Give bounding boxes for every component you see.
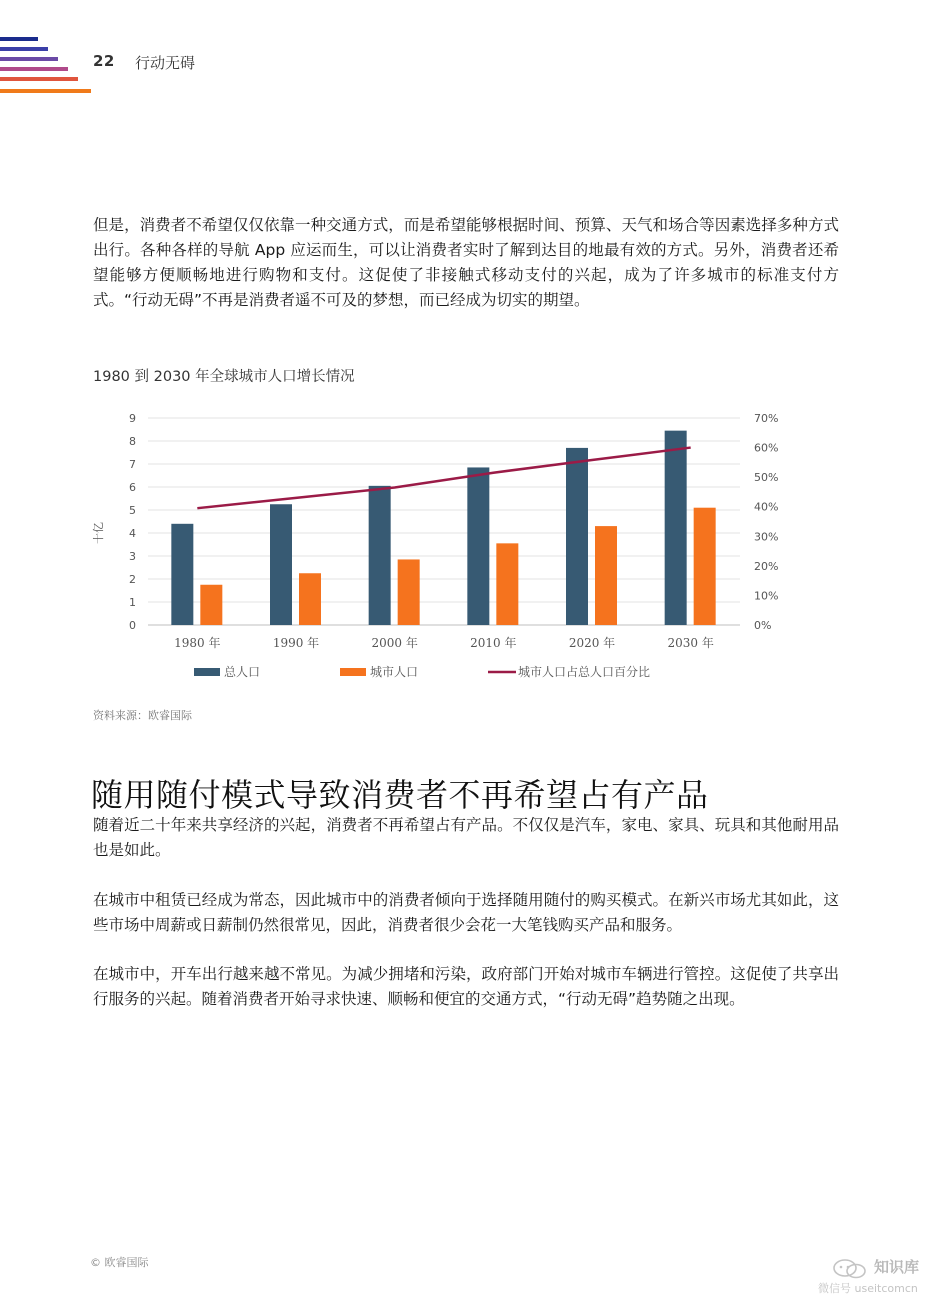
x-tick-label: 1990 年 [272,636,320,650]
y-tick-label: 4 [129,527,136,540]
y2-tick-label: 60% [754,441,779,455]
stripe-2 [0,47,48,51]
y-tick-label: 9 [129,412,136,425]
total-population-bar [369,486,391,625]
chart-source: 资料来源：欧睿国际 [93,709,192,722]
y-tick-label: 3 [129,550,136,563]
y-tick-label: 5 [129,504,136,517]
legend-swatch [194,668,220,676]
running-title: 行动无碍 [135,54,196,72]
footer-copyright: © 欧睿国际 [90,1256,149,1269]
legend-label: 城市人口 [370,665,419,679]
y2-tick-label: 70% [754,412,779,425]
header-stripes-logo [0,0,100,100]
y-tick-label: 0 [129,619,136,632]
total-population-bar [467,467,489,625]
x-tick-label: 2010 年 [470,636,517,650]
chart-title: 1980 到 2030 年全球城市人口增长情况 [93,369,355,385]
x-tick-label: 2030 年 [667,636,714,650]
section-heading: 随用随付模式导致消费者不再希望占有产品 [91,776,709,814]
stripe-3 [0,57,58,61]
total-population-bar [665,431,687,625]
population-chart [90,398,790,698]
urban-population-bar [200,585,222,625]
chart-legend [194,664,650,679]
urban-population-bar [694,508,716,625]
section-paragraph-3: 在城市中，开车出行越来越不常见。为减少拥堵和污染，政府部门开始对城市车辆进行管控。这促使了共享出行服务的兴起。随着消费者开始寻求快速、顺畅和便宜的交通方式，“行动无碍”趋势随之出现。 [93,965,839,1008]
urban-share-line [197,448,690,509]
left-axis-ticks [129,412,136,632]
y-tick-label: 7 [129,458,136,471]
y-tick-label: 1 [129,596,136,609]
right-axis-ticks [754,412,778,632]
stripe-5 [0,77,78,81]
category-labels [174,635,714,650]
y-tick-label: 6 [129,481,136,494]
y2-tick-label: 0% [754,619,772,632]
y-axis-label: 十亿 [92,522,105,544]
page-number: 22 [93,52,115,70]
urban-population-bar [496,543,518,625]
total-population-bar [171,524,193,625]
stripe-4 [0,67,68,71]
y2-tick-label: 50% [754,471,779,485]
stripe-1 [0,37,38,41]
chart-bars [171,431,715,625]
y2-tick-label: 30% [754,530,779,544]
intro-paragraph: 但是，消费者不希望仅仅依靠一种交通方式，而是希望能够根据时间、预算、天气和场合等因素选择多种方式出行。各种各样的导航 App 应运而生，可以让消费者实时了解到达目的地最有效的方式。另外，消费者还希望能够方便顺畅地进行购物和支付。这促使了非接触式移动支付的兴起，成为了许多城市的标准支付方式。“行动无碍”不再是消费者遥不可及的梦想，而已经成为切实的期望。 [93,216,839,309]
legend-swatch [340,668,366,676]
wechat-icon [832,1258,868,1280]
legend-label: 总人口 [224,665,261,679]
chart-line [197,448,690,509]
total-population-bar [566,448,588,625]
watermark-name: 知识库 [874,1258,920,1276]
x-tick-label: 2020 年 [568,636,616,650]
y2-tick-label: 20% [754,559,779,573]
chart-gridlines [148,418,740,625]
section-paragraph-2: 在城市中租赁已经成为常态，因此城市中的消费者倾向于选择随用随付的购买模式。在新兴市场尤其如此，这些市场中周薪或日薪制仍然很常见，因此，消费者很少会花一大笔钱购买产品和服务。 [93,891,839,934]
x-tick-label: 1980 年 [174,636,221,650]
x-tick-label: 2000 年 [371,636,418,650]
y2-tick-label: 40% [754,500,779,514]
y-tick-label: 2 [129,573,136,586]
y2-tick-label: 10% [754,589,779,603]
urban-population-bar [398,559,420,625]
y-tick-label: 8 [129,435,136,448]
total-population-bar [270,504,292,625]
watermark [818,1256,922,1306]
watermark-subtitle: 微信号 useitcomcn [818,1282,918,1295]
stripe-6 [0,89,91,93]
urban-population-bar [595,526,617,625]
urban-population-bar [299,573,321,625]
section-paragraph-1: 随着近二十年来共享经济的兴起，消费者不再希望占有产品。不仅仅是汽车，家电、家具、玩具和其他耐用品也是如此。 [93,816,839,859]
legend-label: 城市人口占总人口百分比 [518,665,651,679]
